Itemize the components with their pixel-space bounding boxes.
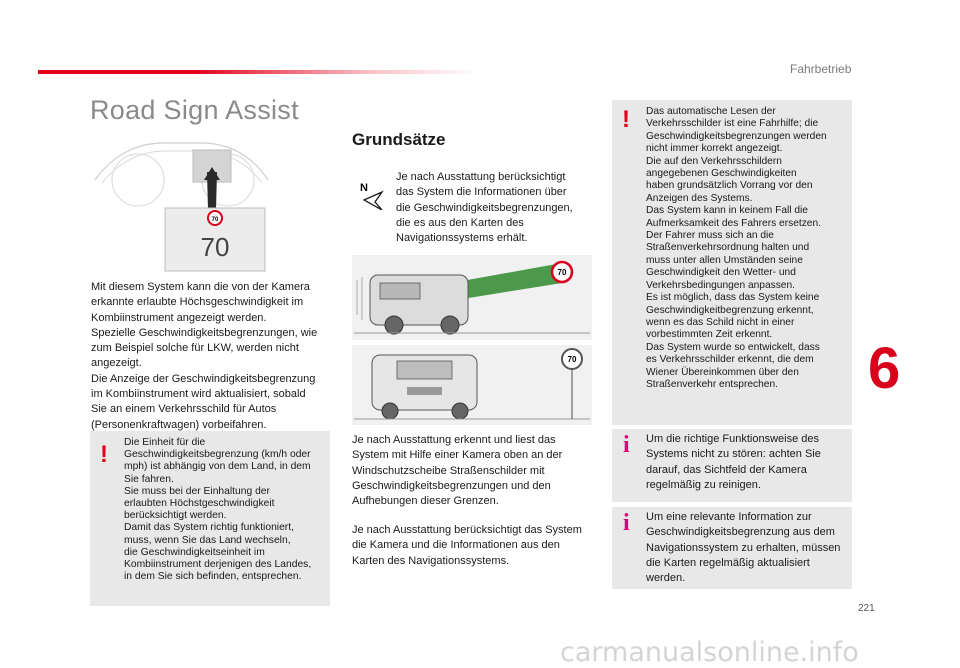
warning-text bbox=[124, 437, 329, 583]
intro-line: zum Beispiel solche für LKW, werden nicht bbox=[91, 342, 299, 355]
info-line: Um die richtige Funktionsweise des bbox=[646, 433, 820, 445]
warning-line: nicht immer korrekt angezeigt. bbox=[646, 143, 783, 155]
info-icon: i bbox=[623, 510, 630, 536]
info-icon: i bbox=[623, 432, 630, 458]
warning-line: angegebenen Geschwindigkeiten bbox=[646, 168, 797, 180]
warning-line: Geschwindigkeitsbegrenzung (km/h oder bbox=[124, 449, 311, 461]
speed-sign-2-value: 70 bbox=[567, 355, 577, 364]
speed-sign-small-value: 70 bbox=[211, 217, 219, 223]
instrument-cluster-illustration bbox=[90, 125, 270, 275]
info-box-camera bbox=[612, 429, 852, 502]
header-accent-bar bbox=[38, 70, 478, 74]
combined-paragraph bbox=[352, 523, 597, 569]
intro-line: angezeigt. bbox=[91, 357, 142, 370]
warning-line: Der Fahrer muss sich an die bbox=[646, 230, 774, 242]
warning-line: Das automatische Lesen der bbox=[646, 106, 776, 117]
warning-line: Geschwindigkeit den Wetter- und bbox=[646, 267, 796, 279]
van-camera-illustration-1 bbox=[352, 255, 592, 340]
chapter-number: 6 bbox=[868, 336, 901, 401]
intro-line: Mit diesem System kann die von der Kamera bbox=[91, 281, 310, 293]
warning-line: Die auf den Verkehrsschildern bbox=[646, 155, 782, 167]
section-heading: Grundsätze bbox=[352, 130, 446, 149]
warning-line: Sie fahren. bbox=[124, 473, 174, 485]
warning-line: es Verkehrsschilder erkennt, die dem bbox=[646, 354, 814, 366]
warning-line: die Geschwindigkeitseinheit im bbox=[124, 546, 265, 558]
warning-line: Verkehrsbedingungen anpassen. bbox=[646, 279, 795, 291]
paragraph-line: System mit Hilfe einer Kamera oben an der bbox=[352, 449, 563, 462]
info-line: Geschwindigkeitsbegrenzung aus dem bbox=[646, 526, 835, 539]
van-wheel bbox=[385, 316, 403, 334]
intro-line: Spezielle Geschwindigkeitsbegrenzungen, wie bbox=[91, 326, 318, 339]
paragraph-line: Windschutzscheibe Straßenschilder mit bbox=[352, 464, 545, 477]
intro-line: Die Anzeige der Geschwindigkeitsbegrenzung bbox=[91, 372, 316, 385]
paragraph-line: die Kamera und die Informationen aus den bbox=[352, 539, 560, 552]
van-wheel bbox=[452, 403, 468, 419]
nav-line: die Geschwindigkeitsbegrenzungen, bbox=[396, 201, 573, 214]
van-wheel bbox=[441, 316, 459, 334]
van-wheel bbox=[382, 403, 398, 419]
warning-line: muss unter allen Umständen seine bbox=[646, 254, 803, 266]
intro-line: Sie an einem Verkehrsschild für Autos bbox=[91, 403, 277, 416]
van-window bbox=[380, 283, 420, 299]
warning-line: vorbestimmten Zeit erkennt. bbox=[646, 329, 773, 341]
nav-line: Navigationssystems erhält. bbox=[396, 232, 528, 245]
warning-line: Verkehrsschilder ist eine Fahrhilfe; die bbox=[646, 118, 819, 130]
info-line: Systems nicht zu stören: achten Sie bbox=[646, 448, 821, 461]
paragraph-line: Aufhebungen dieser Grenzen. bbox=[352, 495, 499, 508]
tachometer-dial bbox=[112, 154, 164, 206]
info-text bbox=[646, 432, 851, 493]
cluster-outline bbox=[95, 143, 268, 180]
intro-text bbox=[91, 280, 331, 433]
warning-line: Es ist möglich, dass das System keine bbox=[646, 292, 820, 304]
van-windscreen bbox=[397, 361, 452, 379]
paragraph-line: Karten des Navigationssystems. bbox=[352, 554, 510, 567]
info-line: Um eine relevante Information zur bbox=[646, 511, 812, 523]
warning-line: muss, wenn Sie das Land wechseln, bbox=[124, 534, 291, 546]
intro-line: Kombiinstrument angezeigt werden. bbox=[91, 311, 267, 324]
nav-line: Je nach Ausstattung berücksichtigt bbox=[396, 171, 566, 183]
navigation-north-icon bbox=[358, 180, 386, 210]
info-line: Navigationssystem zu erhalten, müssen bbox=[646, 541, 841, 554]
warning-line: Straßenverkehr entsprechen. bbox=[646, 378, 778, 390]
warning-line: berücksichtigt werden. bbox=[124, 510, 227, 522]
warning-line: Das System kann in keinem Fall die bbox=[646, 205, 808, 217]
van-camera-illustration-2 bbox=[352, 345, 592, 425]
nav-line: das System die Informationen über bbox=[396, 186, 567, 199]
warning-box-reading bbox=[612, 100, 852, 425]
warning-line: Geschwindigkeitbegrenzung erkennt, bbox=[646, 304, 814, 316]
warning-line: mph) ist abhängig von dem Land, in dem bbox=[124, 461, 311, 473]
navigation-text bbox=[396, 170, 596, 246]
warning-line: haben grundsätzlich Vorrang vor den bbox=[646, 180, 813, 192]
info-line: regelmäßig zu reinigen. bbox=[646, 478, 761, 491]
van-grille bbox=[407, 387, 442, 395]
warning-line: Die Einheit für die bbox=[124, 437, 206, 448]
warning-line: Anzeigen des Systems. bbox=[646, 192, 753, 204]
warning-icon: ! bbox=[100, 441, 108, 468]
warning-box-units bbox=[90, 431, 330, 606]
page-title: Road Sign Assist bbox=[90, 95, 299, 125]
warning-line: Geschwindigkeitsbegrenzungen werden bbox=[646, 130, 827, 142]
speed-display-value: 70 bbox=[200, 232, 230, 262]
intro-line: erkannte erlaubte Höchsgeschwindigkeit im bbox=[91, 296, 304, 309]
paragraph-line: Geschwindigkeitsbegrenzungen und den bbox=[352, 479, 551, 492]
info-line: werden. bbox=[646, 572, 686, 585]
warning-line: Wiener Übereinkommen über den bbox=[646, 366, 799, 378]
north-letter: N bbox=[360, 182, 368, 194]
paragraph-line: Je nach Ausstattung erkennt und liest das bbox=[352, 434, 556, 446]
warning-line: Kombiinstrument derjenigen des Landes, bbox=[124, 559, 312, 571]
warning-icon: ! bbox=[622, 106, 630, 133]
paragraph-line: Je nach Ausstattung berücksichtigt das System bbox=[352, 524, 582, 536]
intro-line: im Kombiinstrument wird aktualisiert, sobald bbox=[91, 388, 306, 401]
info-line: darauf, das Sichtfeld der Kamera bbox=[646, 463, 807, 476]
warning-line: erlaubten Höchstgeschwindigkeit bbox=[124, 498, 275, 510]
warning-line: wenn es das Schild nicht in einer bbox=[646, 316, 795, 328]
nav-line: die es aus den Karten des bbox=[396, 216, 524, 229]
info-box-maps bbox=[612, 507, 852, 589]
warning-line: Sie muss bei der Einhaltung der bbox=[124, 485, 270, 497]
intro-line: (Personenkraftwagen) vorbeifahren. bbox=[91, 418, 267, 431]
warning-line: Straßenverkehrsordnung halten und bbox=[646, 242, 810, 254]
warning-text bbox=[646, 106, 852, 391]
warning-line: Aufmerksamkeit des Fahrers ersetzen. bbox=[646, 217, 821, 229]
warning-line: Das System wurde so entwickelt, dass bbox=[646, 341, 820, 353]
warning-line: in dem Sie sich befinden, entsprechen. bbox=[124, 571, 302, 583]
section-title: Fahrbetrieb bbox=[790, 62, 852, 76]
navigation-arrow-icon bbox=[364, 192, 382, 210]
watermark: carmanualsonline.info bbox=[560, 637, 859, 668]
info-text bbox=[646, 510, 851, 586]
page-number: 221 bbox=[858, 603, 875, 614]
warning-line: Damit das System richtig funktioniert, bbox=[124, 522, 294, 534]
camera-paragraph bbox=[352, 433, 597, 509]
speed-sign-1-value: 70 bbox=[557, 268, 567, 277]
info-line: die Karten regelmäßig aktualisiert bbox=[646, 556, 810, 569]
